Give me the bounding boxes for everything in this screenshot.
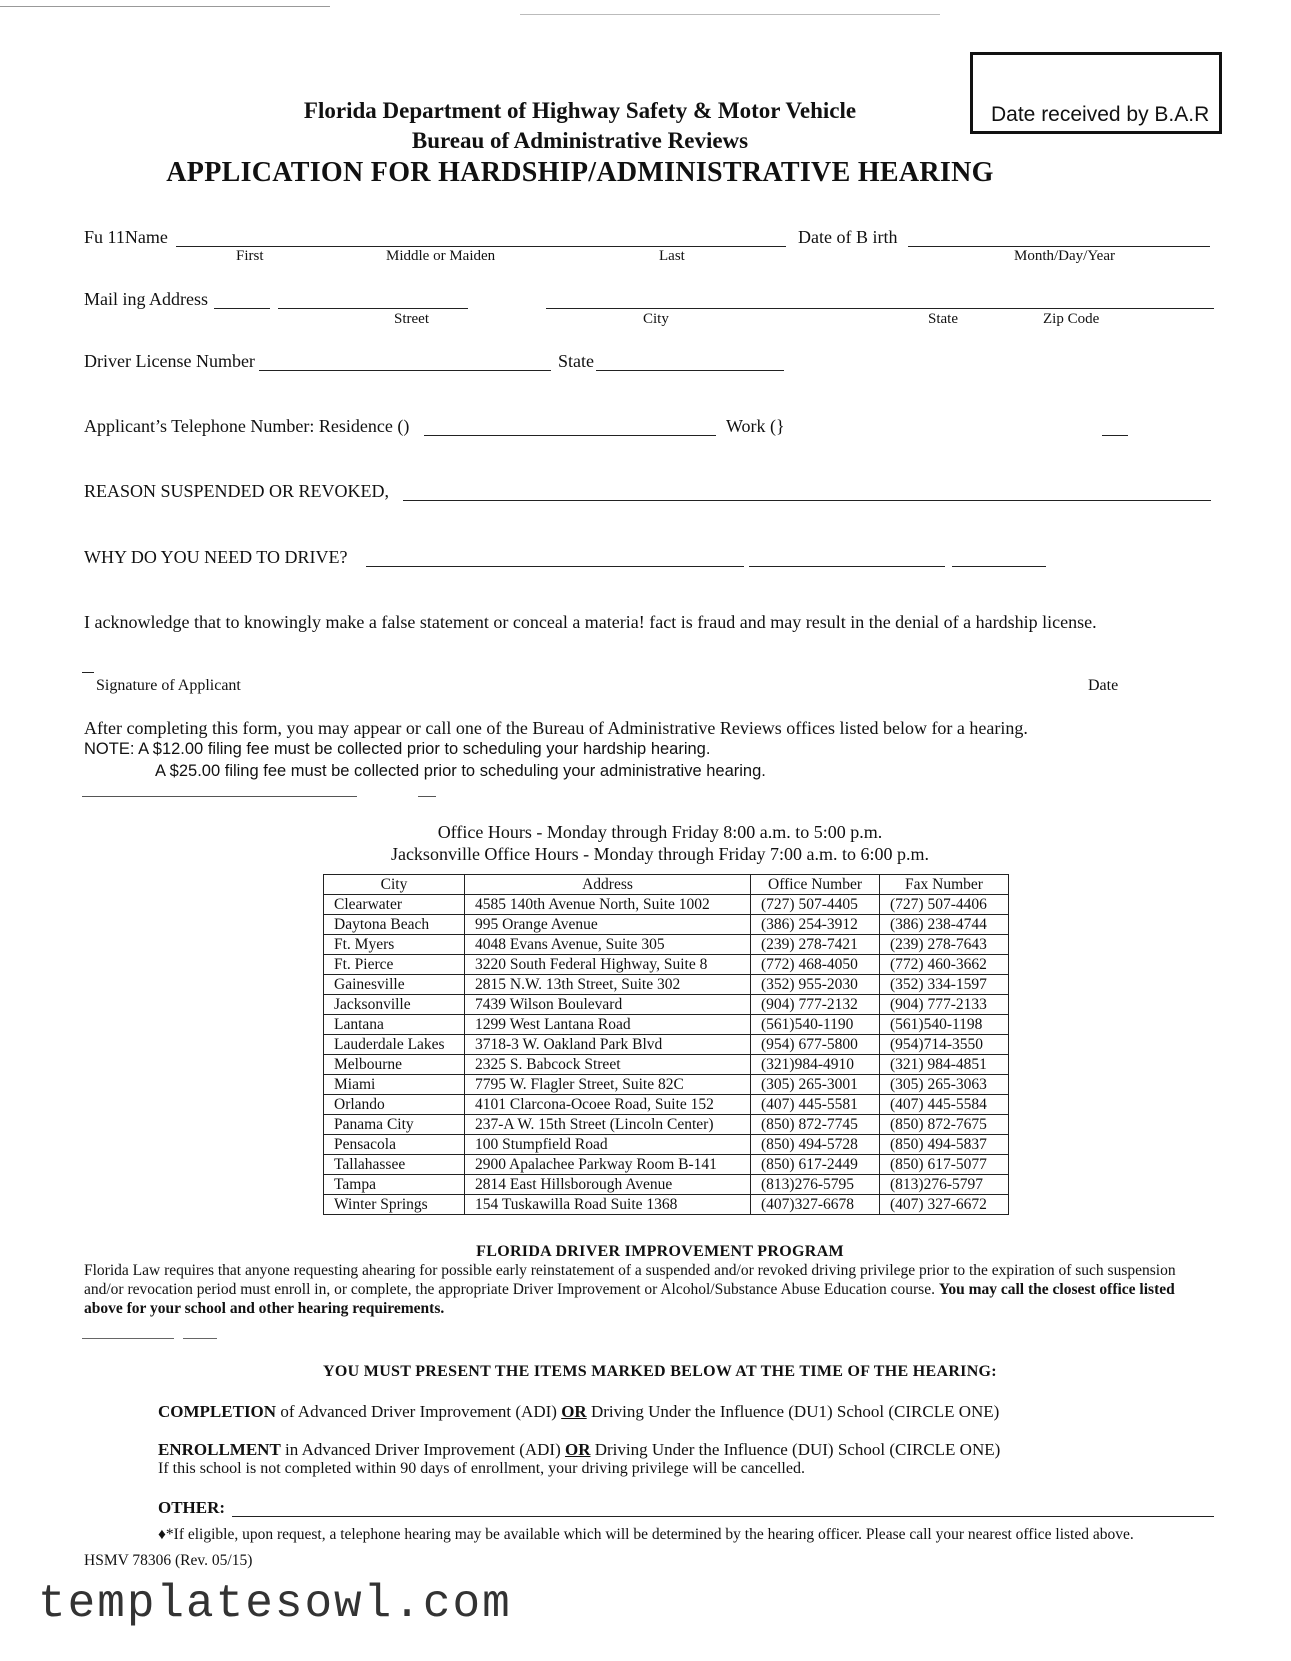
office-address: 154 Tuskawilla Road Suite 1368: [465, 1195, 751, 1215]
table-row: [324, 1075, 1009, 1095]
office-phone: (239) 278-7421: [751, 935, 880, 955]
offices-table: [323, 874, 1009, 1215]
administrative-fee-note: A $25.00 filing fee must be collected prior to scheduling your administrative hearing.: [155, 762, 766, 780]
license-state-field[interactable]: [596, 370, 784, 371]
office-fax: (772) 460-3662: [880, 955, 1009, 975]
table-row: [324, 1135, 1009, 1155]
why-drive-field-3[interactable]: [952, 566, 1046, 567]
office-phone: (321)984-4910: [751, 1055, 880, 1075]
table-row: [324, 1195, 1009, 1215]
zip-hint: Zip Code: [1043, 311, 1100, 327]
street-hint: Street: [394, 311, 429, 327]
state-hint: State: [928, 311, 958, 327]
office-fax: (850) 494-5837: [880, 1135, 1009, 1155]
bureau-heading: Bureau of Administrative Reviews: [411, 128, 749, 153]
office-phone: (352) 955-2030: [751, 975, 880, 995]
office-address: 995 Orange Avenue: [465, 915, 751, 935]
office-address: 2900 Apalachee Parkway Room B-141: [465, 1155, 751, 1175]
full-name-field[interactable]: [176, 246, 786, 247]
form-title: APPLICATION FOR HARDSHIP/ADMINISTRATIVE HEARING: [166, 157, 994, 188]
other-label: OTHER:: [158, 1498, 226, 1517]
office-phone: (561)540-1190: [751, 1015, 880, 1035]
why-drive-field[interactable]: [366, 566, 744, 567]
reason-field[interactable]: [403, 500, 1211, 501]
separator-line: [82, 1338, 174, 1339]
watermark: templatesowl.com: [38, 1578, 512, 1630]
office-hours: Office Hours - Monday through Friday 8:00 a.m. to 5:00 p.m.: [437, 822, 883, 842]
office-address: 3220 South Federal Highway, Suite 8: [465, 955, 751, 975]
completion-text: of Advanced Driver Improvement (ADI): [276, 1402, 562, 1421]
completion-bold: COMPLETION: [158, 1402, 277, 1421]
table-row: [324, 1155, 1009, 1175]
signature-date-label: Date: [1088, 677, 1119, 694]
table-row: [324, 1095, 1009, 1115]
why-drive-label: WHY DO YOU NEED TO DRIVE?: [84, 547, 348, 567]
full-name-label: Fu 11Name: [84, 227, 168, 247]
program-body-bold: You may call the closest office listed above for your school and other hearing requirements.: [84, 1281, 1175, 1317]
table-row: [324, 1035, 1009, 1055]
column-header-office-number: Office Number: [751, 875, 880, 895]
office-address: 7439 Wilson Boulevard: [465, 995, 751, 1015]
reason-label: REASON SUSPENDED OR REVOKED,: [84, 481, 390, 501]
office-address: 4048 Evans Avenue, Suite 305: [465, 935, 751, 955]
office-address: 3718-3 W. Oakland Park Blvd: [465, 1035, 751, 1055]
office-fax: (561)540-1198: [880, 1015, 1009, 1035]
form-number: HSMV 78306 (Rev. 05/15): [84, 1552, 253, 1569]
office-phone: (850) 872-7745: [751, 1115, 880, 1135]
city-hint: City: [643, 311, 669, 327]
office-phone: (305) 265-3001: [751, 1075, 880, 1095]
office-city: Jacksonville: [324, 995, 465, 1015]
mailing-address-label: Mail ing Address: [84, 289, 208, 309]
driver-license-field[interactable]: [259, 370, 551, 371]
acknowledgement-text: I acknowledge that to knowingly make a false statement or conceal a materia! fact is fraud and may result in the denial of a hardship license.: [84, 612, 1097, 632]
office-address: 7795 W. Flagler Street, Suite 82C: [465, 1075, 751, 1095]
office-fax: (850) 617-5077: [880, 1155, 1009, 1175]
scan-artifact: [520, 14, 940, 15]
signature-label: Signature of Applicant: [96, 677, 241, 694]
why-drive-field-2[interactable]: [749, 566, 945, 567]
separator-line: [82, 796, 357, 797]
office-fax: (239) 278-7643: [880, 935, 1009, 955]
street-field[interactable]: [278, 308, 468, 309]
other-field[interactable]: [232, 1516, 1214, 1517]
column-header-address: Address: [465, 875, 751, 895]
first-name-hint: First: [236, 248, 264, 264]
office-city: Melbourne: [324, 1055, 465, 1075]
table-row: [324, 915, 1009, 935]
office-fax: (727) 507-4406: [880, 895, 1009, 915]
office-address: 2325 S. Babcock Street: [465, 1055, 751, 1075]
table-row: [324, 895, 1009, 915]
items-title: YOU MUST PRESENT THE ITEMS MARKED BELOW AT THE TIME OF THE HEARING:: [323, 1363, 997, 1380]
work-phone-label: Work (}: [726, 416, 785, 436]
license-state-label: State: [558, 351, 594, 371]
office-fax: (305) 265-3063: [880, 1075, 1009, 1095]
office-fax: (321) 984-4851: [880, 1055, 1009, 1075]
completion-tail: Driving Under the Influence (DU1) School (CIRCLE ONE): [586, 1402, 1000, 1421]
office-phone: (727) 507-4405: [751, 895, 880, 915]
separator-line: [418, 796, 436, 797]
office-fax: (407) 445-5584: [880, 1095, 1009, 1115]
office-address: 1299 West Lantana Road: [465, 1015, 751, 1035]
office-city: Tampa: [324, 1175, 465, 1195]
office-address: 2815 N.W. 13th Street, Suite 302: [465, 975, 751, 995]
office-city: Panama City: [324, 1115, 465, 1135]
office-fax: (904) 777-2133: [880, 995, 1009, 1015]
last-name-hint: Last: [659, 248, 685, 264]
table-row: [324, 955, 1009, 975]
work-phone-field[interactable]: [1102, 435, 1128, 436]
after-completing-text: After completing this form, you may appear or call one of the Bureau of Administrative Reviews offices listed below for a hearing.: [84, 718, 1028, 738]
table-row: [324, 935, 1009, 955]
office-fax: (813)276-5797: [880, 1175, 1009, 1195]
residence-phone-label: Applicant’s Telephone Number: Residence (): [84, 416, 410, 436]
office-city: Pensacola: [324, 1135, 465, 1155]
office-city: Clearwater: [324, 895, 465, 915]
office-city: Winter Springs: [324, 1195, 465, 1215]
enrollment-text: in Advanced Driver Improvement (ADI): [280, 1440, 565, 1459]
completion-line: [158, 1402, 999, 1422]
scan-artifact: [0, 6, 330, 7]
office-city: Miami: [324, 1075, 465, 1095]
office-city: Lauderdale Lakes: [324, 1035, 465, 1055]
enrollment-note: If this school is not completed within 90 days of enrollment, your driving privilege will be cancelled.: [158, 1460, 805, 1477]
address-field-prefix[interactable]: [214, 308, 270, 309]
office-fax: (407) 327-6672: [880, 1195, 1009, 1215]
office-phone: (904) 777-2132: [751, 995, 880, 1015]
office-fax: (850) 872-7675: [880, 1115, 1009, 1135]
office-phone: (386) 254-3912: [751, 915, 880, 935]
offices-header-row: [324, 875, 1009, 895]
office-city: Ft. Pierce: [324, 955, 465, 975]
table-row: [324, 1015, 1009, 1035]
office-city: Lantana: [324, 1015, 465, 1035]
office-phone: (850) 617-2449: [751, 1155, 880, 1175]
office-address: 100 Stumpfield Road: [465, 1135, 751, 1155]
signature-mark: [82, 672, 94, 673]
residence-phone-field[interactable]: [424, 435, 716, 436]
office-city: Orlando: [324, 1095, 465, 1115]
office-city: Tallahassee: [324, 1155, 465, 1175]
office-phone: (954) 677-5800: [751, 1035, 880, 1055]
dob-field[interactable]: [908, 246, 1210, 247]
office-address: 4101 Clarcona-Ocoee Road, Suite 152: [465, 1095, 751, 1115]
dob-hint: Month/Day/Year: [1014, 248, 1115, 264]
office-city: Ft. Myers: [324, 935, 465, 955]
driver-license-label: Driver License Number: [84, 351, 255, 371]
office-phone: (407)327-6678: [751, 1195, 880, 1215]
column-header-city: City: [324, 875, 465, 895]
telephone-hearing-note: ♦*If eligible, upon request, a telephone hearing may be available which will be determined by the hearing officer. Please call your nearest office listed above.: [158, 1526, 1134, 1543]
separator-line: [183, 1338, 217, 1339]
dob-label: Date of B irth: [798, 227, 898, 247]
completion-or: OR: [561, 1402, 587, 1421]
jacksonville-office-hours: Jacksonville Office Hours - Monday through Friday 7:00 a.m. to 6:00 p.m.: [390, 844, 930, 864]
office-city: Daytona Beach: [324, 915, 465, 935]
office-phone: (850) 494-5728: [751, 1135, 880, 1155]
column-header-fax-number: Fax Number: [880, 875, 1009, 895]
office-phone: (772) 468-4050: [751, 955, 880, 975]
office-fax: (386) 238-4744: [880, 915, 1009, 935]
middle-name-hint: Middle or Maiden: [386, 248, 496, 264]
office-fax: (352) 334-1597: [880, 975, 1009, 995]
hardship-fee-note: NOTE: A $12.00 filing fee must be collected prior to scheduling your hardship hearing.: [84, 740, 711, 758]
enrollment-or: OR: [564, 1440, 591, 1459]
office-city: Gainesville: [324, 975, 465, 995]
table-row: [324, 1115, 1009, 1135]
enrollment-line: [158, 1440, 1000, 1460]
office-address: 237-A W. 15th Street (Lincoln Center): [465, 1115, 751, 1135]
program-body-text: Florida Law requires that anyone requesting ahearing for possible early reinstatement of a suspended and/or revoked driving privilege prior to the expiration of such suspension and/or revocation period must enroll in, or complete, the appropriate Driver Improvement or Alcohol/Substance Abuse Education course.: [84, 1262, 1176, 1298]
office-fax: (954)714-3550: [880, 1035, 1009, 1055]
office-phone: (813)276-5795: [751, 1175, 880, 1195]
table-row: [324, 1175, 1009, 1195]
enrollment-tail: Driving Under the Influence (DUI) School (CIRCLE ONE): [590, 1440, 1001, 1459]
office-phone: (407) 445-5581: [751, 1095, 880, 1115]
date-received-label: Date received by B.A.R: [991, 103, 1210, 126]
city-state-zip-field[interactable]: [546, 308, 1214, 309]
table-row: [324, 1055, 1009, 1075]
program-title: FLORIDA DRIVER IMPROVEMENT PROGRAM: [476, 1243, 844, 1260]
office-address: 2814 East Hillsborough Avenue: [465, 1175, 751, 1195]
enrollment-bold: ENROLLMENT: [158, 1440, 281, 1459]
department-heading: Florida Department of Highway Safety & Motor Vehicle: [303, 98, 857, 123]
table-row: [324, 975, 1009, 995]
program-body: [84, 1261, 1214, 1318]
table-row: [324, 995, 1009, 1015]
office-address: 4585 140th Avenue North, Suite 1002: [465, 895, 751, 915]
